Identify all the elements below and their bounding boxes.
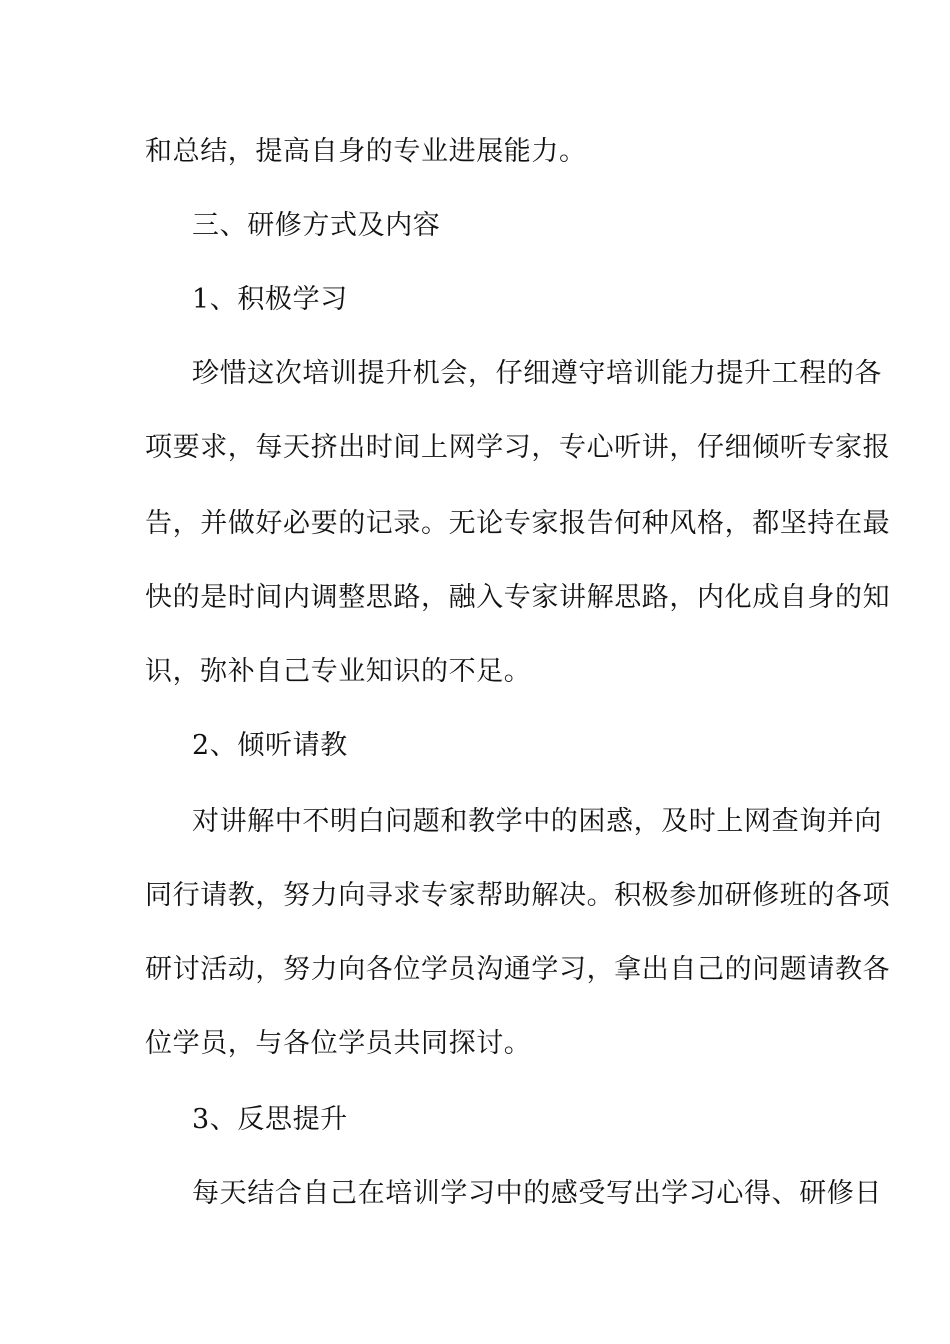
paragraph-line: 快的是时间内调整思路，融入专家讲解思路，内化成自身的知 xyxy=(145,582,891,613)
paragraph-line: 项要求，每天挤出时间上网学习，专心听讲，仔细倾听专家报 xyxy=(145,432,891,463)
paragraph-line: 每天结合自己在培训学习中的感受写出学习心得、研修日 xyxy=(192,1178,882,1209)
paragraph-line: 珍惜这次培训提升机会，仔细遵守培训能力提升工程的各 xyxy=(192,358,882,389)
paragraph-line: 识，弥补自己专业知识的不足。 xyxy=(145,656,532,687)
paragraph-line: 告，并做好必要的记录。无论专家报告何种风格，都坚持在最 xyxy=(145,508,891,539)
subsection-heading: 1、积极学习 xyxy=(192,284,348,315)
subsection-heading: 2、倾听请教 xyxy=(192,730,348,761)
paragraph-line: 和总结，提高自身的专业进展能力。 xyxy=(145,136,587,167)
subsection-heading: 3、反思提升 xyxy=(192,1104,348,1135)
paragraph-line: 位学员，与各位学员共同探讨。 xyxy=(145,1028,532,1059)
section-heading: 三、研修方式及内容 xyxy=(192,210,441,241)
paragraph-line: 研讨活动，努力向各位学员沟通学习，拿出自己的问题请教各 xyxy=(145,954,891,985)
paragraph-line: 同行请教，努力向寻求专家帮助解决。积极参加研修班的各项 xyxy=(145,880,891,911)
paragraph-line: 对讲解中不明白问题和教学中的困惑，及时上网查询并向 xyxy=(192,806,882,837)
